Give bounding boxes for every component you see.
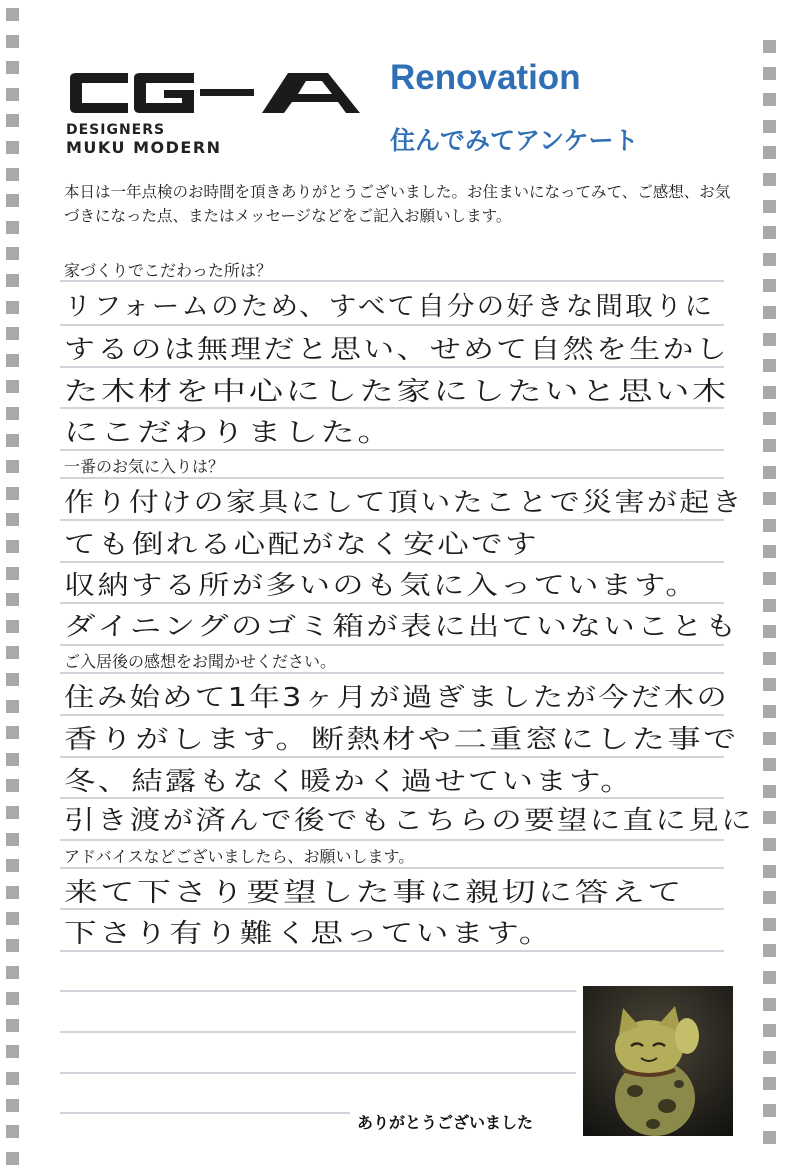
left-binding — [6, 0, 22, 1165]
question-advice: アドバイスなどございましたら、お願いします。 — [64, 847, 415, 866]
binding-square — [763, 253, 776, 266]
binding-square — [763, 1104, 776, 1117]
binding-square — [763, 519, 776, 532]
binding-square — [763, 226, 776, 239]
binding-square — [6, 859, 19, 872]
binding-square — [763, 891, 776, 904]
binding-square — [6, 327, 19, 340]
binding-square — [763, 572, 776, 585]
binding-square — [6, 301, 19, 314]
binding-square — [763, 279, 776, 292]
binding-square — [6, 939, 19, 952]
answer-line: 下さり有り難く思っています。 — [64, 919, 554, 949]
binding-square — [6, 620, 19, 633]
binding-square — [763, 146, 776, 159]
maneki-neko-photo — [583, 986, 733, 1136]
binding-square — [6, 168, 19, 181]
binding-square — [763, 758, 776, 771]
binding-square — [763, 811, 776, 824]
binding-square — [6, 194, 19, 207]
binding-square — [763, 173, 776, 186]
binding-square — [763, 652, 776, 665]
binding-square — [763, 333, 776, 346]
binding-square — [763, 466, 776, 479]
binding-square — [6, 567, 19, 580]
answer-line: ても倒れる心配がなく安心です — [64, 530, 540, 560]
binding-square — [763, 865, 776, 878]
binding-square — [6, 912, 19, 925]
binding-square — [6, 1019, 19, 1032]
binding-square — [763, 1024, 776, 1037]
title-survey: 住んでみてアンケート — [390, 126, 639, 155]
answer-line: 引き渡が済んで後でもこちらの要望に直に見に — [64, 806, 755, 836]
binding-square — [6, 407, 19, 420]
binding-square — [6, 434, 19, 447]
binding-square — [763, 545, 776, 558]
answer-line: 収納する所が多いのも気に入っています。 — [64, 571, 699, 601]
binding-square — [763, 732, 776, 745]
binding-square — [763, 93, 776, 106]
binding-square — [763, 998, 776, 1011]
binding-square — [763, 200, 776, 213]
binding-square — [6, 274, 19, 287]
title-renovation: Renovation — [390, 58, 581, 97]
binding-square — [763, 120, 776, 133]
binding-square — [6, 221, 19, 234]
logo-subtitle-muku-modern: MUKU MODERN — [66, 138, 222, 157]
binding-square — [6, 1072, 19, 1085]
binding-square — [6, 753, 19, 766]
thanks-message: ありがとうございました — [357, 1113, 534, 1132]
binding-square — [763, 944, 776, 957]
binding-square — [763, 412, 776, 425]
binding-square — [763, 1051, 776, 1064]
binding-square — [763, 492, 776, 505]
binding-square — [6, 700, 19, 713]
binding-square — [6, 966, 19, 979]
binding-square — [6, 513, 19, 526]
answer-line: 作り付けの家具にして頂いたことで災害が起き — [64, 488, 745, 518]
binding-square — [763, 599, 776, 612]
binding-square — [6, 487, 19, 500]
answer-line: ダイニングのゴミ箱が表に出ていないことも — [64, 612, 739, 642]
binding-square — [6, 806, 19, 819]
binding-square — [763, 1077, 776, 1090]
answer-line: 住み始めて1年3ヶ月が過ぎましたが今だ木の — [64, 683, 730, 713]
binding-square — [763, 625, 776, 638]
binding-square — [6, 779, 19, 792]
answer-line: にこだわりました。 — [64, 418, 395, 448]
binding-square — [763, 306, 776, 319]
binding-square — [763, 67, 776, 80]
binding-square — [6, 886, 19, 899]
binding-square — [6, 114, 19, 127]
binding-square — [6, 1125, 19, 1138]
binding-square — [6, 726, 19, 739]
binding-square — [6, 247, 19, 260]
question-favorite: 一番のお気に入りは？ — [64, 457, 225, 476]
binding-square — [6, 1045, 19, 1058]
answer-line: た木材を中心にした家にしたいと思い木 — [64, 377, 730, 407]
question-kodawari: 家づくりでこだわった所は？ — [64, 261, 272, 280]
binding-square — [6, 8, 19, 21]
binding-square — [6, 380, 19, 393]
binding-square — [763, 918, 776, 931]
binding-square — [763, 785, 776, 798]
binding-square — [6, 88, 19, 101]
answer-line: 香りがします。断熱材や二重窓にした事で — [64, 725, 739, 755]
binding-square — [763, 838, 776, 851]
answer-line: 来て下さり要望した事に親切に答えて — [64, 878, 685, 908]
binding-square — [6, 141, 19, 154]
answer-line: するのは無理だと思い、せめて自然を生かし — [64, 335, 730, 365]
binding-square — [763, 359, 776, 372]
binding-square — [763, 439, 776, 452]
binding-square — [6, 1152, 19, 1165]
binding-square — [6, 35, 19, 48]
intro-text: 本日は一年点検のお時間を頂きありがとうございました。お住まいになってみて、ご感想、お気づきになった点、またはメッセージなどをご記入お願いします。 — [64, 183, 731, 225]
binding-square — [763, 386, 776, 399]
binding-square — [763, 971, 776, 984]
brand-logo — [66, 70, 362, 116]
binding-square — [6, 833, 19, 846]
right-binding — [763, 0, 779, 1165]
binding-square — [6, 1099, 19, 1112]
question-impression: ご入居後の感想をお聞かせください。 — [64, 652, 337, 671]
binding-square — [6, 460, 19, 473]
binding-square — [6, 646, 19, 659]
binding-square — [6, 593, 19, 606]
binding-square — [6, 673, 19, 686]
binding-square — [6, 61, 19, 74]
binding-square — [6, 354, 19, 367]
logo-subtitle-designers: DESIGNERS — [66, 122, 166, 138]
binding-square — [763, 40, 776, 53]
answer-line: 冬、結露もなく暖かく過せています。 — [64, 767, 634, 797]
binding-square — [763, 678, 776, 691]
maneki-neko-icon — [583, 986, 733, 1136]
answer-line: リフォームのため、すべて自分の好きな間取りに — [64, 292, 715, 322]
binding-square — [763, 705, 776, 718]
binding-square — [763, 1131, 776, 1144]
binding-square — [6, 992, 19, 1005]
binding-square — [6, 540, 19, 553]
